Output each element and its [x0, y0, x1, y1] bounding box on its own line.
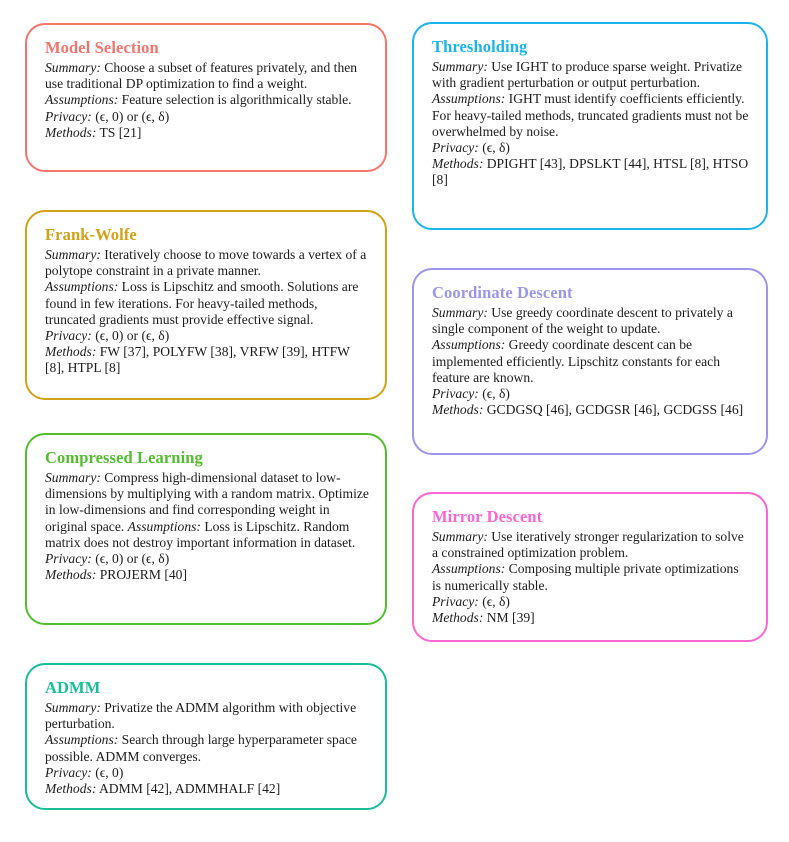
field-text: Loss is Lipschitz. Random matrix does not destroy important information in dataset. [45, 518, 356, 550]
field-label: Summary: [432, 529, 488, 544]
field-text: Use IGHT to produce sparse weight. Privatize with gradient perturbation or output perturbation. [432, 59, 743, 91]
field-label: Assumptions: [432, 561, 506, 577]
field-text: Use iteratively stronger regularization to solve a constrained optimization problem. [432, 529, 744, 561]
card-paragraph [45, 470, 369, 551]
field-text: Loss is Lipschitz and smooth. Solutions are found in few iterations. For heavy-tailed methods, truncated gradients must provide effective signal. [45, 279, 359, 327]
field-text: Use greedy coordinate descent to privately a single component of the weight to update. [432, 305, 733, 337]
field-label: Privacy: [432, 140, 479, 156]
card-paragraph [45, 247, 369, 279]
field-text: (ϵ, 0) or (ϵ, δ) [91, 108, 170, 124]
field-label: Summary: [432, 305, 488, 320]
card-title-thresholding: Thresholding [432, 37, 528, 56]
card-admm [25, 663, 387, 810]
card-compressed-learning [25, 433, 387, 625]
field-text: (ϵ, δ) [478, 386, 510, 402]
card-paragraph [432, 402, 750, 418]
card-paragraph [432, 91, 750, 140]
field-label: Assumptions: [45, 92, 119, 108]
card-title-model-selection: Model Selection [45, 38, 159, 57]
card-paragraph [45, 781, 369, 797]
field-text: DPIGHT [43], DPSLKT [44], HTSL [8], HTSO [8] [432, 156, 749, 188]
field-label: Privacy: [45, 108, 92, 124]
field-text: ADMM [42], ADMMHALF [42] [96, 781, 281, 797]
field-label: Methods: [45, 344, 97, 360]
field-text: (ϵ, 0) or (ϵ, δ) [91, 328, 170, 344]
field-text: FW [37], POLYFW [38], VRFW [39], HTFW [8], HTPL [8] [45, 344, 350, 376]
card-paragraph [45, 279, 369, 328]
field-label: Methods: [432, 610, 484, 626]
card-paragraph [45, 344, 369, 376]
field-text: PROJERM [40] [96, 567, 187, 583]
card-paragraph [432, 305, 750, 337]
card-thresholding [412, 22, 768, 230]
field-label: Methods: [45, 567, 97, 583]
field-label: Assumptions: [45, 279, 119, 295]
card-model-selection [25, 23, 387, 172]
card-paragraph [45, 109, 369, 125]
field-label: Summary: [45, 247, 101, 262]
field-label: Assumptions: [432, 91, 506, 107]
field-label: Assumptions: [45, 732, 119, 748]
field-text: (ϵ, 0) [91, 764, 124, 780]
field-text: Feature selection is algorithmically stable. [118, 92, 352, 108]
field-text: Privatize the ADMM algorithm with objective perturbation. [45, 700, 357, 732]
card-paragraph [45, 60, 369, 92]
card-title-frank-wolfe: Frank-Wolfe [45, 225, 137, 244]
card-paragraph [45, 328, 369, 344]
field-text: Composing multiple private optimizations is numerically stable. [432, 561, 739, 593]
field-label: Summary: [45, 60, 101, 75]
card-paragraph [432, 140, 750, 156]
card-paragraph [45, 551, 369, 567]
card-paragraph [432, 610, 750, 626]
card-coordinate-descent [412, 268, 768, 455]
card-paragraph [432, 561, 750, 593]
card-paragraph [432, 59, 750, 91]
field-label: Summary: [432, 59, 488, 74]
card-paragraph [45, 125, 369, 141]
card-title-compressed-learning: Compressed Learning [45, 448, 203, 467]
field-text: (ϵ, δ) [478, 140, 510, 156]
field-text: NM [39] [483, 610, 535, 626]
field-label: Assumptions: [432, 337, 506, 353]
field-label: Privacy: [45, 551, 92, 567]
field-text: (ϵ, 0) or (ϵ, δ) [91, 551, 170, 567]
card-mirror-descent [412, 492, 768, 642]
field-label: Privacy: [45, 764, 92, 780]
card-frank-wolfe [25, 210, 387, 400]
field-text: Choose a subset of features privately, and then use traditional DP optimization to find a weight. [45, 60, 358, 92]
field-label: Assumptions: [127, 518, 201, 534]
field-text: Compress high-dimensional dataset to low-dimensions by multiplying with a random matrix. Optimize in low-dimensions and find corresponding weight in original space. [45, 470, 369, 534]
field-label: Methods: [45, 781, 97, 797]
card-title-coordinate-descent: Coordinate Descent [432, 283, 573, 302]
field-label: Methods: [45, 124, 97, 140]
field-label: Summary: [45, 470, 101, 485]
card-paragraph [45, 765, 369, 781]
field-text: Greedy coordinate descent can be implemented efficiently. Lipschitz constants for each feature are known. [432, 337, 721, 385]
field-text: Iteratively choose to move towards a vertex of a polytope constraint in a private manner. [45, 247, 367, 279]
field-text: TS [21] [96, 124, 142, 140]
card-paragraph [45, 700, 369, 732]
field-label: Methods: [432, 402, 484, 418]
field-label: Privacy: [45, 328, 92, 344]
card-paragraph [45, 732, 369, 764]
card-paragraph [432, 156, 750, 188]
field-text: (ϵ, δ) [478, 593, 510, 609]
field-label: Summary: [45, 700, 101, 715]
field-label: Privacy: [432, 593, 479, 609]
field-label: Privacy: [432, 386, 479, 402]
card-paragraph [432, 594, 750, 610]
field-text: GCDGSQ [46], GCDGSR [46], GCDGSS [46] [483, 402, 744, 418]
card-paragraph [432, 337, 750, 386]
card-paragraph [432, 386, 750, 402]
card-paragraph [432, 529, 750, 561]
card-paragraph [45, 567, 369, 583]
field-label: Methods: [432, 156, 484, 172]
field-text: Search through large hyperparameter space possible. ADMM converges. [45, 732, 357, 764]
card-paragraph [45, 92, 369, 108]
field-text: IGHT must identify coefficients efficiently. For heavy-tailed methods, truncated gradients must not be overwhelmed by noise. [432, 91, 749, 139]
card-title-mirror-descent: Mirror Descent [432, 507, 543, 526]
card-title-admm: ADMM [45, 678, 101, 697]
